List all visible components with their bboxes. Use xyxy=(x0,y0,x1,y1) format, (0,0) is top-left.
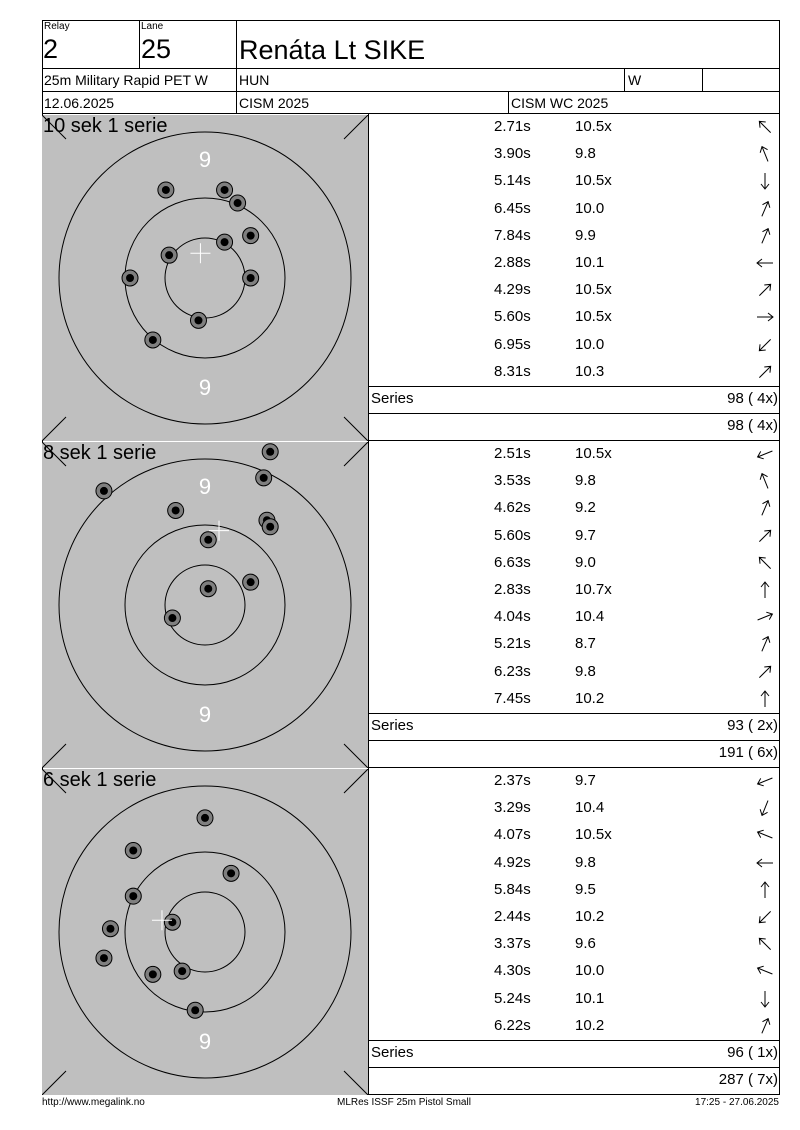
shot-impact xyxy=(197,810,213,826)
header-divider xyxy=(42,68,780,69)
direction-arrow-icon xyxy=(755,798,775,818)
target-image xyxy=(42,442,368,768)
shot-time: 5.84s xyxy=(494,880,531,898)
shot-score: 9.0 xyxy=(575,553,596,571)
header-divider xyxy=(702,68,703,91)
direction-arrow-icon xyxy=(755,498,775,518)
organizer: CISM WC 2025 xyxy=(511,95,609,111)
footer-software: MLRes ISSF 25m Pistol Small xyxy=(337,1097,471,1108)
shot-impact xyxy=(161,247,177,263)
ring-number: 9 xyxy=(198,375,212,400)
shot-score: 9.9 xyxy=(575,226,596,244)
shot-impact xyxy=(256,470,272,486)
shot-impact xyxy=(217,234,233,250)
direction-arrow-icon xyxy=(755,934,775,954)
shot-impact xyxy=(217,182,233,198)
direction-arrow-icon xyxy=(755,825,775,845)
shot-time: 5.21s xyxy=(494,635,531,653)
shot-score: 10.2 xyxy=(575,689,605,707)
shot-score: 8.7 xyxy=(575,635,596,653)
shot-time: 4.92s xyxy=(494,853,531,871)
direction-arrow-icon xyxy=(755,907,775,927)
nation: HUN xyxy=(239,72,270,88)
shot-score: 10.5x xyxy=(575,826,612,844)
lane-label: Lane xyxy=(141,21,164,32)
relay-label: Relay xyxy=(44,21,70,32)
relay-value: 2 xyxy=(43,34,59,64)
shot-score: 10.4 xyxy=(575,799,605,817)
running-total: 287 ( 7x) xyxy=(718,1071,778,1088)
shot-time: 4.07s xyxy=(494,826,531,844)
shot-impact xyxy=(187,1002,203,1018)
target-svg xyxy=(42,769,368,1095)
shot-impact xyxy=(96,483,112,499)
shot-score: 10.4 xyxy=(575,608,605,626)
shot-impact xyxy=(230,195,246,211)
shooter-name: Renáta Lt SIKE xyxy=(239,35,426,65)
series-title: 6 sek 1 serie xyxy=(43,769,157,791)
direction-arrow-icon xyxy=(755,961,775,981)
shot-time: 6.23s xyxy=(494,662,531,680)
shot-time: 7.45s xyxy=(494,689,531,707)
direction-arrow-icon xyxy=(755,880,775,900)
shot-time: 2.51s xyxy=(494,445,531,462)
footer-url[interactable]: http://www.megalink.no xyxy=(42,1097,145,1108)
shot-time: 5.24s xyxy=(494,989,531,1007)
shot-impact xyxy=(145,966,161,982)
shot-score: 10.0 xyxy=(575,335,605,353)
direction-arrow-icon xyxy=(755,771,775,791)
shot-score: 10.7x xyxy=(575,581,612,598)
shot-impact xyxy=(158,182,174,198)
shot-impact xyxy=(243,228,259,244)
shot-impact xyxy=(200,532,216,548)
shot-score: 9.8 xyxy=(575,853,596,871)
shot-time: 4.62s xyxy=(494,499,531,517)
gender: W xyxy=(628,72,642,88)
shot-impact xyxy=(168,502,184,518)
running-total: 98 ( 4x) xyxy=(727,417,778,434)
shot-time: 8.31s xyxy=(494,362,531,380)
shot-score: 10.1 xyxy=(575,254,605,271)
shot-impact xyxy=(243,270,259,286)
direction-arrow-icon xyxy=(755,226,775,246)
direction-arrow-icon xyxy=(755,144,775,164)
series-label: Series xyxy=(371,1044,414,1061)
direction-arrow-icon xyxy=(755,362,775,382)
row-divider xyxy=(368,740,780,741)
shot-time: 7.84s xyxy=(494,226,531,244)
shot-impact xyxy=(200,581,216,597)
shot-time: 5.60s xyxy=(494,526,531,544)
shot-time: 5.14s xyxy=(494,172,531,190)
shot-impact xyxy=(262,444,278,460)
section-divider xyxy=(368,768,369,1095)
row-divider xyxy=(368,713,780,714)
direction-arrow-icon xyxy=(755,307,775,327)
header-divider xyxy=(42,91,780,92)
target-image xyxy=(42,115,368,441)
target-svg xyxy=(42,442,368,768)
shot-score: 10.5x xyxy=(575,281,612,299)
shot-time: 4.29s xyxy=(494,281,531,299)
shot-impact xyxy=(125,888,141,904)
series-total: 93 ( 2x) xyxy=(727,717,778,734)
direction-arrow-icon xyxy=(755,1016,775,1036)
section-divider xyxy=(368,441,369,768)
footer-timestamp: 17:25 - 27.06.2025 xyxy=(695,1097,779,1108)
direction-arrow-icon xyxy=(755,444,775,464)
shot-time: 2.88s xyxy=(494,254,531,271)
shot-score: 10.3 xyxy=(575,362,605,380)
shot-impact xyxy=(190,312,206,328)
shot-impact xyxy=(122,270,138,286)
shot-score: 9.6 xyxy=(575,935,596,953)
header-divider xyxy=(624,68,625,91)
shot-impact xyxy=(145,332,161,348)
direction-arrow-icon xyxy=(755,580,775,600)
shot-score: 9.7 xyxy=(575,772,596,789)
direction-arrow-icon xyxy=(755,199,775,219)
shot-impact xyxy=(174,963,190,979)
shot-score: 10.5x xyxy=(575,445,612,462)
shot-impact xyxy=(96,950,112,966)
series-label: Series xyxy=(371,717,414,734)
shot-time: 3.53s xyxy=(494,472,531,490)
shot-impact xyxy=(102,921,118,937)
row-divider xyxy=(368,413,780,414)
row-divider xyxy=(368,1067,780,1068)
series-total: 96 ( 1x) xyxy=(727,1044,778,1061)
ring-number: 9 xyxy=(198,147,212,172)
direction-arrow-icon xyxy=(755,689,775,709)
direction-arrow-icon xyxy=(755,253,775,273)
shot-time: 3.90s xyxy=(494,145,531,163)
shot-score: 9.2 xyxy=(575,499,596,517)
direction-arrow-icon xyxy=(755,989,775,1009)
row-divider xyxy=(368,386,780,387)
shot-impact xyxy=(125,843,141,859)
shot-score: 9.8 xyxy=(575,472,596,490)
shot-time: 3.37s xyxy=(494,935,531,953)
shot-impact xyxy=(262,519,278,535)
shot-time: 6.45s xyxy=(494,199,531,217)
event-name: 25m Military Rapid PET W xyxy=(44,72,208,88)
target-image xyxy=(42,769,368,1095)
header-divider xyxy=(236,20,237,114)
series-title: 8 sek 1 serie xyxy=(43,442,157,464)
shot-impact xyxy=(243,574,259,590)
direction-arrow-icon xyxy=(755,471,775,491)
competition: CISM 2025 xyxy=(239,95,310,111)
direction-arrow-icon xyxy=(755,607,775,627)
target-svg xyxy=(42,115,368,441)
shot-time: 4.04s xyxy=(494,608,531,626)
shot-score: 10.5x xyxy=(575,308,612,326)
shot-time: 2.44s xyxy=(494,908,531,925)
series-total: 98 ( 4x) xyxy=(727,390,778,407)
shot-time: 6.22s xyxy=(494,1016,531,1034)
shot-score: 10.0 xyxy=(575,962,605,980)
shot-score: 10.1 xyxy=(575,989,605,1007)
shot-time: 6.63s xyxy=(494,553,531,571)
direction-arrow-icon xyxy=(755,117,775,137)
shot-score: 9.8 xyxy=(575,662,596,680)
direction-arrow-icon xyxy=(755,526,775,546)
shot-score: 10.2 xyxy=(575,908,605,925)
shot-score: 9.5 xyxy=(575,880,596,898)
ring-number: 9 xyxy=(198,474,212,499)
lane-value: 25 xyxy=(141,34,172,64)
shot-time: 5.60s xyxy=(494,308,531,326)
direction-arrow-icon xyxy=(755,335,775,355)
direction-arrow-icon xyxy=(755,553,775,573)
shot-impact xyxy=(164,914,180,930)
direction-arrow-icon xyxy=(755,634,775,654)
series-title: 10 sek 1 serie xyxy=(43,115,168,137)
shot-score: 9.7 xyxy=(575,526,596,544)
running-total: 191 ( 6x) xyxy=(718,744,778,761)
header-divider xyxy=(139,20,140,68)
shot-impact xyxy=(164,610,180,626)
direction-arrow-icon xyxy=(755,171,775,191)
shot-score: 10.5x xyxy=(575,118,612,135)
row-divider xyxy=(368,1040,780,1041)
shot-time: 3.29s xyxy=(494,799,531,817)
shot-score: 10.5x xyxy=(575,172,612,190)
shot-score: 10.0 xyxy=(575,199,605,217)
shot-impact xyxy=(223,865,239,881)
direction-arrow-icon xyxy=(755,662,775,682)
ring-number: 9 xyxy=(198,1029,212,1054)
shot-time: 2.37s xyxy=(494,772,531,789)
header-divider xyxy=(508,91,509,114)
shot-score: 10.2 xyxy=(575,1016,605,1034)
shot-score: 9.8 xyxy=(575,145,596,163)
section-divider xyxy=(368,114,369,441)
date: 12.06.2025 xyxy=(44,95,115,111)
shot-time: 4.30s xyxy=(494,962,531,980)
ring-number: 9 xyxy=(198,702,212,727)
direction-arrow-icon xyxy=(755,280,775,300)
direction-arrow-icon xyxy=(755,853,775,873)
shot-time: 2.71s xyxy=(494,118,531,135)
series-label: Series xyxy=(371,390,414,407)
shot-time: 2.83s xyxy=(494,581,531,598)
shot-time: 6.95s xyxy=(494,335,531,353)
